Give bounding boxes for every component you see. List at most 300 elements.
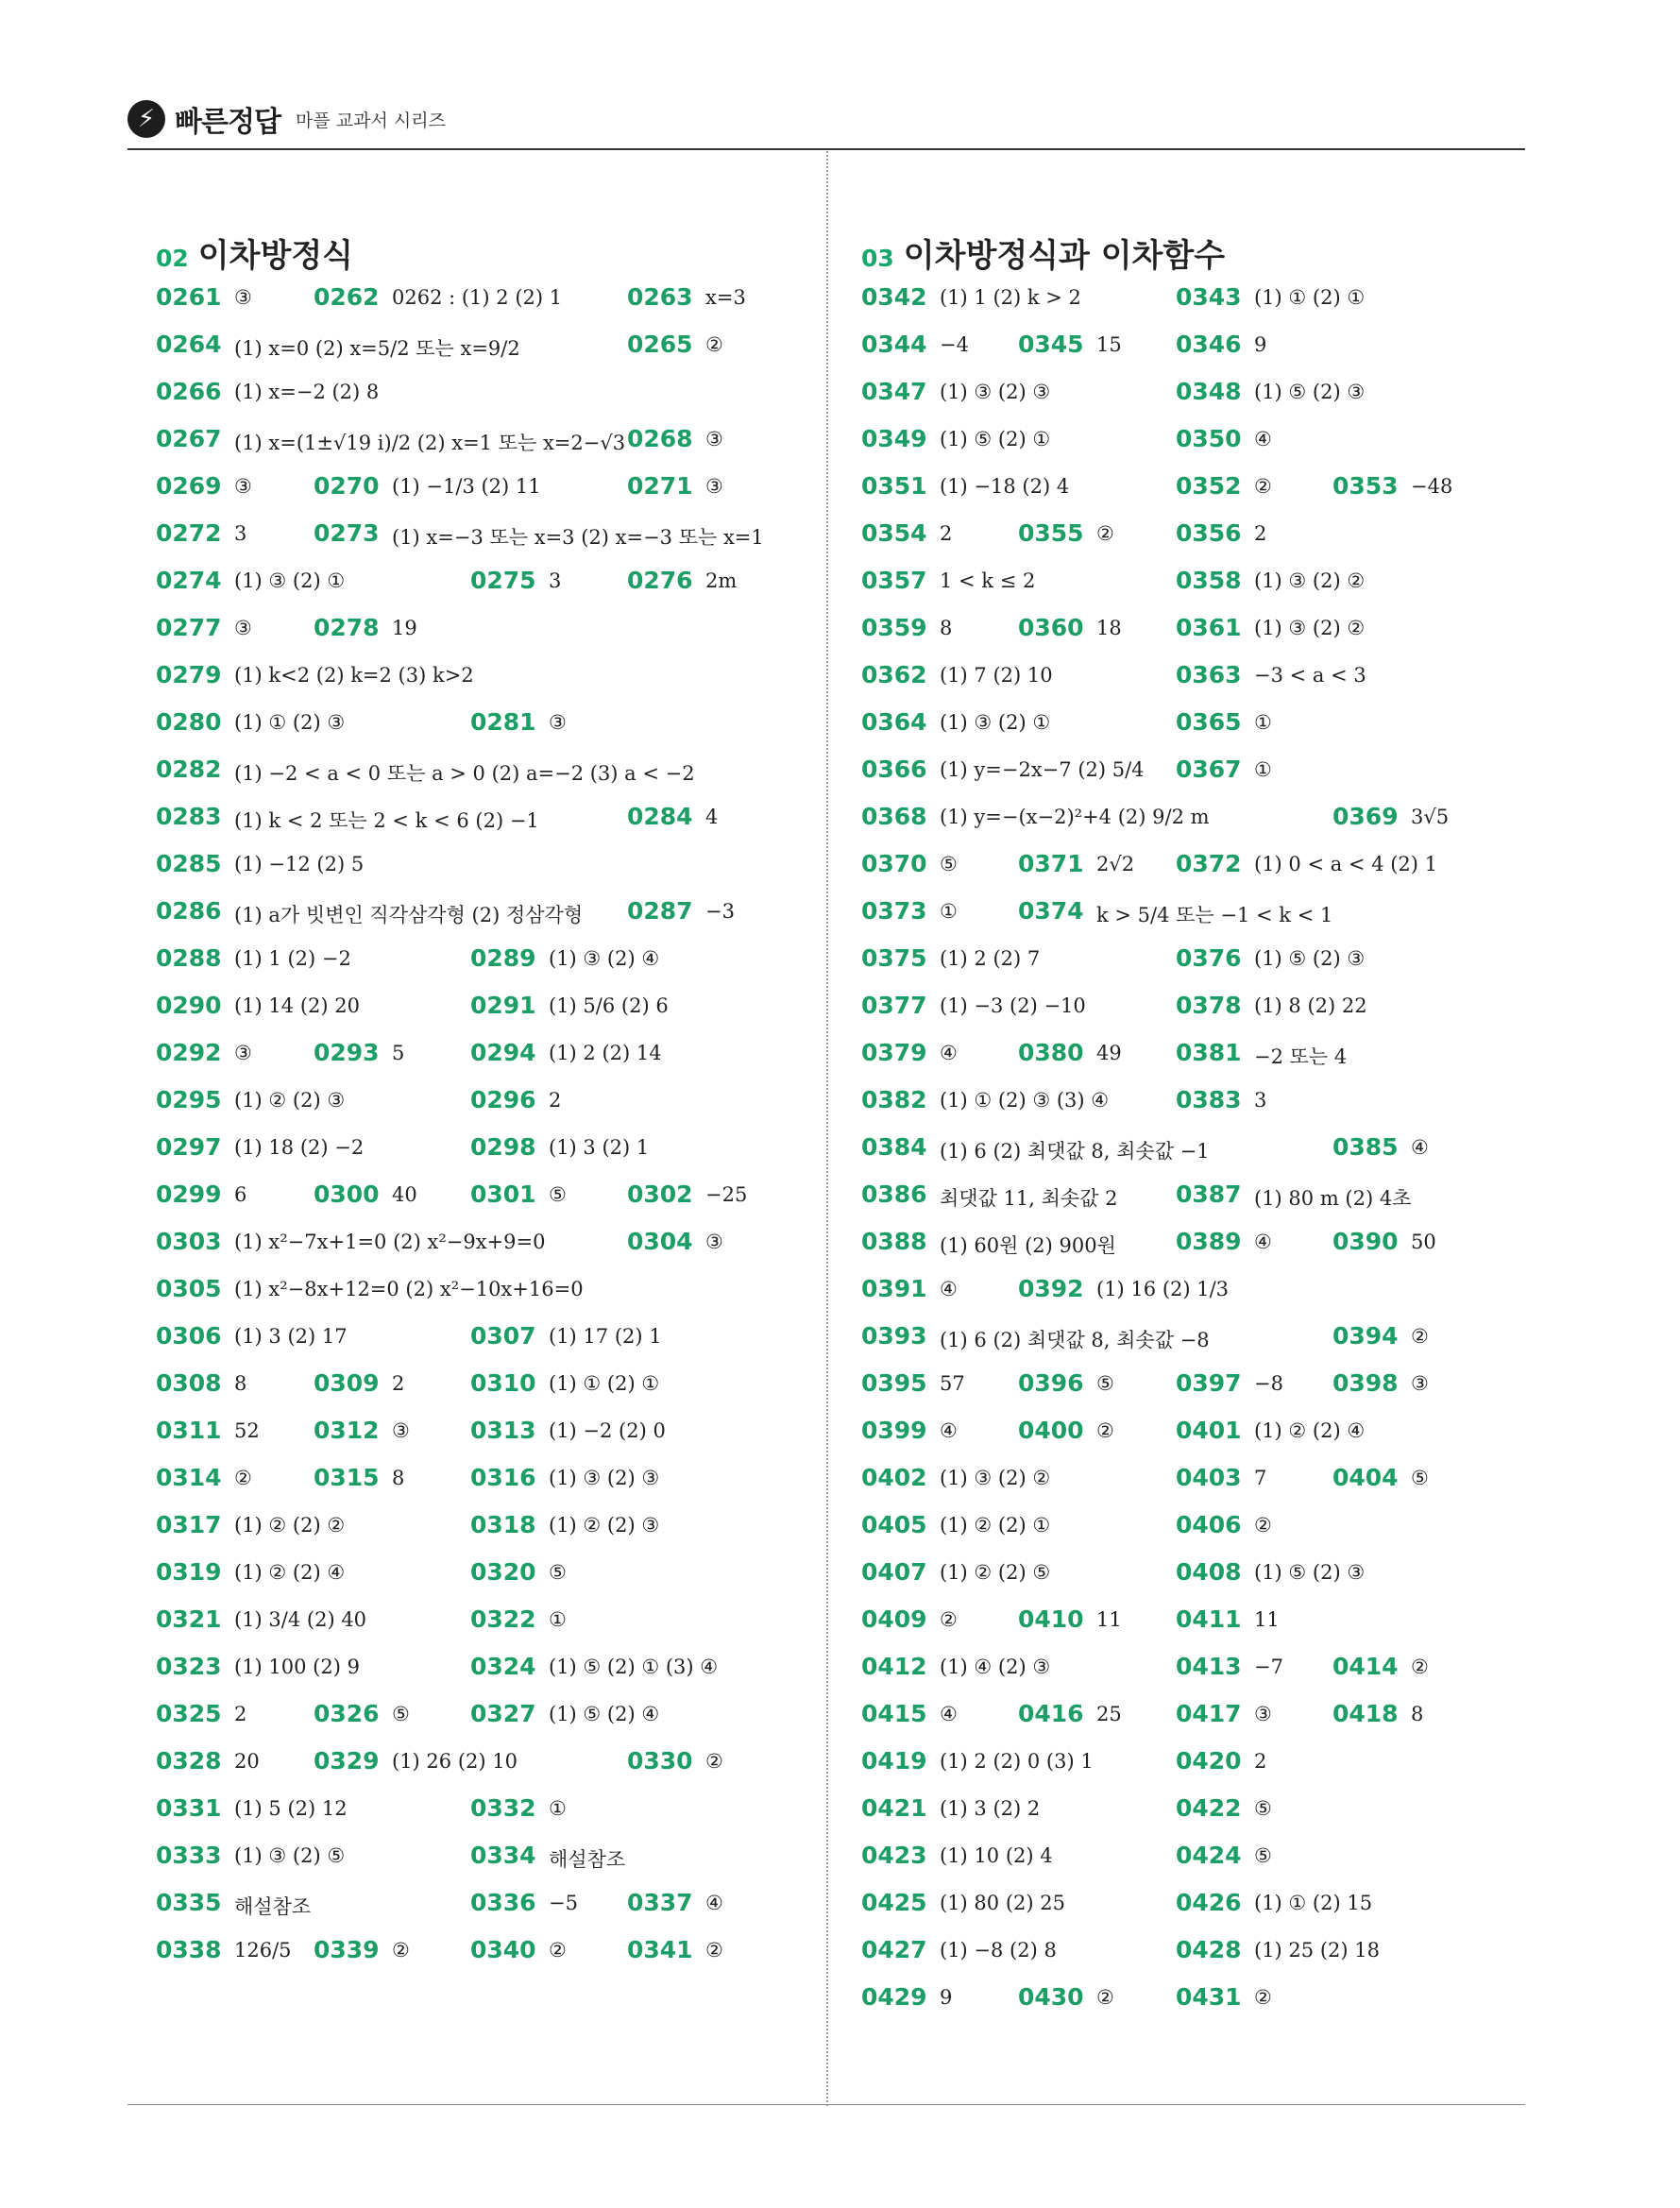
answer-text: ⑤ <box>549 1183 567 1206</box>
problem-number: 0331 <box>156 1794 222 1822</box>
problem-number: 0317 <box>156 1511 222 1538</box>
problem-number: 0292 <box>156 1039 222 1066</box>
problem-number: 0357 <box>861 567 927 594</box>
problem-number: 0380 <box>1018 1039 1084 1066</box>
problem-number: 0403 <box>1176 1464 1242 1491</box>
answer-text: (1) ⑤ (2) ① <box>940 428 1051 450</box>
answer-text: −2 또는 4 <box>1254 1045 1348 1068</box>
problem-number: 0337 <box>627 1889 693 1916</box>
answer-text: 0262 : (1) 2 (2) 1 <box>392 286 563 309</box>
answer-text: (1) ④ (2) ③ <box>940 1656 1051 1678</box>
section-heading-03 <box>861 229 1225 276</box>
answer-text: (1) 18 (2) −2 <box>234 1136 365 1159</box>
problem-number: 0430 <box>1018 1983 1084 2011</box>
problem-number: 0359 <box>861 614 927 641</box>
problem-number: 0351 <box>861 472 927 500</box>
problem-number: 0428 <box>1176 1936 1242 1963</box>
answer-text: 3√5 <box>1411 806 1450 828</box>
answer-text: (1) ③ (2) ⑤ <box>234 1844 346 1867</box>
answer-text: ③ <box>234 286 252 309</box>
answer-text: (1) ② (2) ② <box>234 1514 346 1537</box>
answer-text: −4 <box>940 333 969 356</box>
problem-number: 0321 <box>156 1605 222 1633</box>
answer-text: k > 5/4 또는 −1 < k < 1 <box>1096 904 1333 926</box>
problem-number: 0267 <box>156 425 222 452</box>
answer-text: 해설참조 <box>234 1895 312 1918</box>
answer-text: ③ <box>705 428 723 450</box>
problem-number: 0329 <box>314 1747 380 1775</box>
answer-text: −25 <box>705 1183 748 1206</box>
answer-text: (1) 17 (2) 1 <box>549 1325 662 1348</box>
answer-text: (1) ② (2) ① <box>940 1514 1051 1537</box>
problem-number: 0340 <box>470 1936 536 1963</box>
footer-rule <box>127 2104 1525 2105</box>
answer-text: (1) −1/3 (2) 11 <box>392 475 541 498</box>
problem-number: 0306 <box>156 1322 222 1350</box>
section-title: 이차방정식 <box>197 237 354 275</box>
answer-text: ③ <box>705 475 723 498</box>
problem-number: 0303 <box>156 1228 222 1255</box>
answer-text: ② <box>705 333 723 356</box>
answer-text: 8 <box>940 617 953 639</box>
answer-text: ⑤ <box>1254 1797 1272 1820</box>
answer-text: (1) 3 (2) 17 <box>234 1325 348 1348</box>
problem-number: 0355 <box>1018 519 1084 547</box>
answer-text: (1) −12 (2) 5 <box>234 853 365 875</box>
problem-number: 0275 <box>470 567 536 594</box>
problem-number: 0327 <box>470 1700 536 1727</box>
answer-text: (1) ⑤ (2) ③ <box>1254 1561 1366 1584</box>
problem-number: 0385 <box>1332 1133 1399 1161</box>
answer-text: ⑤ <box>1411 1467 1429 1489</box>
problem-number: 0332 <box>470 1794 536 1822</box>
answer-text: ⑤ <box>940 853 958 875</box>
problem-number: 0422 <box>1176 1794 1242 1822</box>
answer-text: (1) ⑤ (2) ③ <box>1254 947 1366 970</box>
problem-number: 0353 <box>1332 472 1399 500</box>
answer-text: (1) ② (2) ⑤ <box>940 1561 1051 1584</box>
answer-text: −48 <box>1411 475 1453 498</box>
answer-text: (1) ① (2) ① <box>549 1372 660 1395</box>
answer-text: 49 <box>1096 1042 1122 1064</box>
answer-text: ② <box>234 1467 252 1489</box>
answer-text: (1) 5/6 (2) 6 <box>549 994 669 1017</box>
answer-text: 5 <box>392 1042 405 1064</box>
answer-text: ⑤ <box>1254 1844 1272 1867</box>
answer-text: ② <box>1096 1986 1114 2009</box>
answer-text: (1) 0 < a < 4 (2) 1 <box>1254 853 1438 875</box>
answer-text: (1) 1 (2) k > 2 <box>940 286 1081 309</box>
answer-text: (1) k<2 (2) k=2 (3) k>2 <box>234 664 474 687</box>
answer-text: (1) 100 (2) 9 <box>234 1656 360 1678</box>
problem-number: 0288 <box>156 944 222 972</box>
problem-number: 0424 <box>1176 1842 1242 1869</box>
answer-text: 19 <box>392 617 417 639</box>
problem-number: 0354 <box>861 519 927 547</box>
answer-text: (1) ② (2) ④ <box>234 1561 346 1584</box>
problem-number: 0396 <box>1018 1369 1084 1397</box>
problem-number: 0268 <box>627 425 693 452</box>
answer-text: (1) ③ (2) ② <box>1254 617 1366 639</box>
answer-text: ⑤ <box>549 1561 567 1584</box>
answer-text: 11 <box>1096 1608 1122 1631</box>
answer-text: (1) x=0 (2) x=5/2 또는 x=9/2 <box>234 337 520 360</box>
answer-text: ⑤ <box>392 1703 410 1725</box>
problem-number: 0326 <box>314 1700 380 1727</box>
problem-number: 0426 <box>1176 1889 1242 1916</box>
answer-text: (1) 3 (2) 1 <box>549 1136 650 1159</box>
answer-text: (1) 25 (2) 18 <box>1254 1939 1380 1962</box>
section-title: 이차방정식과 이차함수 <box>903 237 1226 275</box>
problem-number: 0289 <box>470 944 536 972</box>
answer-text: 20 <box>234 1750 260 1773</box>
problem-number: 0382 <box>861 1086 927 1113</box>
problem-number: 0291 <box>470 992 536 1019</box>
problem-number: 0316 <box>470 1464 536 1491</box>
problem-number: 0423 <box>861 1842 927 1869</box>
answer-text: 126/5 <box>234 1939 292 1962</box>
problem-number: 0372 <box>1176 850 1242 877</box>
problem-number: 0402 <box>861 1464 927 1491</box>
answer-text: ③ <box>1254 1703 1272 1725</box>
problem-number: 0429 <box>861 1983 927 2011</box>
answer-text: (1) ③ (2) ④ <box>549 947 660 970</box>
answer-text: ③ <box>234 617 252 639</box>
answer-text: −3 <box>705 900 735 923</box>
problem-number: 0273 <box>314 519 380 547</box>
answer-text: (1) x=−2 (2) 8 <box>234 381 380 403</box>
problem-number: 0379 <box>861 1039 927 1066</box>
answer-text: ④ <box>940 1703 958 1725</box>
answer-text: 3 <box>1254 1089 1267 1112</box>
problem-number: 0287 <box>627 897 693 925</box>
problem-number: 0336 <box>470 1889 536 1916</box>
problem-number: 0390 <box>1332 1228 1399 1255</box>
answer-text: 1 < k ≤ 2 <box>940 569 1036 592</box>
answer-text: x=3 <box>705 286 746 309</box>
answer-text: (1) ② (2) ③ <box>234 1089 346 1112</box>
problem-number: 0408 <box>1176 1558 1242 1586</box>
problem-number: 0279 <box>156 661 222 688</box>
problem-number: 0387 <box>1176 1180 1242 1208</box>
problem-number: 0281 <box>470 708 536 736</box>
answer-text: (1) −2 (2) 0 <box>549 1419 666 1442</box>
answer-text: (1) 26 (2) 10 <box>392 1750 518 1773</box>
problem-number: 0416 <box>1018 1700 1084 1727</box>
answer-text: (1) 3/4 (2) 40 <box>234 1608 367 1631</box>
problem-number: 0352 <box>1176 472 1242 500</box>
problem-number: 0392 <box>1018 1275 1084 1302</box>
answer-text: (1) x=(1±√19 i)/2 (2) x=1 또는 x=2−√3 <box>234 432 626 454</box>
problem-number: 0364 <box>861 708 927 736</box>
answer-text: 최댓값 11, 최솟값 2 <box>940 1187 1118 1210</box>
problem-number: 0334 <box>470 1842 536 1869</box>
answer-text: (1) x²−7x+1=0 (2) x²−9x+9=0 <box>234 1231 546 1253</box>
answer-text: 2 <box>1254 522 1267 545</box>
problem-number: 0415 <box>861 1700 927 1727</box>
problem-number: 0265 <box>627 331 693 358</box>
problem-number: 0425 <box>861 1889 927 1916</box>
problem-number: 0427 <box>861 1936 927 1963</box>
problem-number: 0283 <box>156 803 222 830</box>
problem-number: 0405 <box>861 1511 927 1538</box>
answer-text: (1) 14 (2) 20 <box>234 994 360 1017</box>
answer-text: −8 <box>1254 1372 1283 1395</box>
problem-number: 0393 <box>861 1322 927 1350</box>
answer-text: (1) 10 (2) 4 <box>940 1844 1053 1867</box>
answer-text: (1) y=−(x−2)²+4 (2) 9/2 m <box>940 806 1210 828</box>
problem-number: 0277 <box>156 614 222 641</box>
problem-number: 0397 <box>1176 1369 1242 1397</box>
problem-number: 0407 <box>861 1558 927 1586</box>
answer-text: 4 <box>705 806 719 828</box>
problem-number: 0295 <box>156 1086 222 1113</box>
problem-number: 0371 <box>1018 850 1084 877</box>
answer-text: (1) ⑤ (2) ③ <box>1254 381 1366 403</box>
problem-number: 0384 <box>861 1133 927 1161</box>
problem-number: 0365 <box>1176 708 1242 736</box>
problem-number: 0304 <box>627 1228 693 1255</box>
answer-text: 2 <box>392 1372 405 1395</box>
problem-number: 0271 <box>627 472 693 500</box>
answer-text: (1) k < 2 또는 2 < k < 6 (2) −1 <box>234 809 539 832</box>
answer-text: 2 <box>1254 1750 1267 1773</box>
answer-text: (1) 5 (2) 12 <box>234 1797 348 1820</box>
problem-number: 0310 <box>470 1369 536 1397</box>
problem-number: 0349 <box>861 425 927 452</box>
problem-number: 0346 <box>1176 331 1242 358</box>
answer-text: (1) ⑤ (2) ① (3) ④ <box>549 1656 719 1678</box>
answer-text: (1) 60원 (2) 900원 <box>940 1234 1116 1257</box>
problem-number: 0343 <box>1176 283 1242 311</box>
problem-number: 0274 <box>156 567 222 594</box>
answer-text: 3 <box>234 522 247 545</box>
answer-text: 52 <box>234 1419 260 1442</box>
problem-number: 0369 <box>1332 803 1399 830</box>
answer-text: ① <box>940 900 958 923</box>
answer-text: (1) 16 (2) 1/3 <box>1096 1278 1230 1300</box>
answer-text: ② <box>705 1939 723 1962</box>
answer-text: (1) 80 m (2) 4초 <box>1254 1187 1412 1210</box>
answer-text: (1) −3 (2) −10 <box>940 994 1086 1017</box>
column-divider <box>826 151 828 2106</box>
answer-text: ③ <box>234 475 252 498</box>
answer-text: ② <box>392 1939 410 1962</box>
problem-number: 0299 <box>156 1180 222 1208</box>
problem-number: 0301 <box>470 1180 536 1208</box>
answer-text: ④ <box>940 1042 958 1064</box>
problem-number: 0262 <box>314 283 380 311</box>
problem-number: 0383 <box>1176 1086 1242 1113</box>
problem-number: 0398 <box>1332 1369 1399 1397</box>
problem-number: 0261 <box>156 283 222 311</box>
problem-number: 0386 <box>861 1180 927 1208</box>
problem-number: 0286 <box>156 897 222 925</box>
problem-number: 0318 <box>470 1511 536 1538</box>
problem-number: 0322 <box>470 1605 536 1633</box>
series-label: 마플 교과서 시리즈 <box>296 110 446 131</box>
answer-text: 2√2 <box>1096 853 1135 875</box>
problem-number: 0300 <box>314 1180 380 1208</box>
answer-text: 6 <box>234 1183 247 1206</box>
answer-text: 8 <box>234 1372 247 1395</box>
problem-number: 0356 <box>1176 519 1242 547</box>
answer-text: (1) ⑤ (2) ④ <box>549 1703 660 1725</box>
problem-number: 0368 <box>861 803 927 830</box>
problem-number: 0314 <box>156 1464 222 1491</box>
problem-number: 0358 <box>1176 567 1242 594</box>
page-header <box>127 94 1525 147</box>
problem-number: 0298 <box>470 1133 536 1161</box>
problem-number: 0431 <box>1176 1983 1242 2011</box>
problem-number: 0294 <box>470 1039 536 1066</box>
problem-number: 0263 <box>627 283 693 311</box>
answer-text: 9 <box>1254 333 1267 356</box>
problem-number: 0347 <box>861 378 927 405</box>
problem-number: 0320 <box>470 1558 536 1586</box>
problem-number: 0264 <box>156 331 222 358</box>
problem-number: 0284 <box>627 803 693 830</box>
problem-number: 0313 <box>470 1417 536 1444</box>
lightning-bolt-icon: ⚡ <box>127 100 165 138</box>
answer-text: 40 <box>392 1183 417 1206</box>
problem-number: 0360 <box>1018 614 1084 641</box>
header-rule <box>127 148 1525 150</box>
answer-text: 2 <box>549 1089 562 1112</box>
problem-number: 0401 <box>1176 1417 1242 1444</box>
answer-text: (1) −2 < a < 0 또는 a > 0 (2) a=−2 (3) a < −2 <box>234 762 695 785</box>
answer-text: (1) x²−8x+12=0 (2) x²−10x+16=0 <box>234 1278 584 1300</box>
problem-number: 0342 <box>861 283 927 311</box>
problem-number: 0363 <box>1176 661 1242 688</box>
answer-text: ② <box>705 1750 723 1773</box>
answer-text: 해설참조 <box>549 1848 626 1871</box>
answer-text: ③ <box>1411 1372 1429 1395</box>
problem-number: 0414 <box>1332 1653 1399 1680</box>
problem-number: 0307 <box>470 1322 536 1350</box>
problem-number: 0378 <box>1176 992 1242 1019</box>
problem-number: 0410 <box>1018 1605 1084 1633</box>
answer-text: (1) ② (2) ③ <box>549 1514 660 1537</box>
answer-text: (1) 7 (2) 10 <box>940 664 1053 687</box>
answer-text: (1) a가 빗변인 직각삼각형 (2) 정삼각형 <box>234 904 584 926</box>
answer-text: (1) −18 (2) 4 <box>940 475 1070 498</box>
problem-number: 0272 <box>156 519 222 547</box>
answer-text: (1) ③ (2) ② <box>1254 569 1366 592</box>
answer-text: (1) ① (2) ① <box>1254 286 1366 309</box>
answer-text: (1) ① (2) ③ (3) ④ <box>940 1089 1110 1112</box>
answer-text: ② <box>549 1939 567 1962</box>
problem-number: 0276 <box>627 567 693 594</box>
problem-number: 0269 <box>156 472 222 500</box>
problem-number: 0395 <box>861 1369 927 1397</box>
answer-text: ④ <box>940 1419 958 1442</box>
section-number: 03 <box>861 245 894 272</box>
answer-text: (1) 80 (2) 25 <box>940 1892 1065 1914</box>
problem-number: 0293 <box>314 1039 380 1066</box>
answer-text: 57 <box>940 1372 965 1395</box>
answer-text: (1) 3 (2) 2 <box>940 1797 1041 1820</box>
problem-number: 0308 <box>156 1369 222 1397</box>
answer-text: 11 <box>1254 1608 1280 1631</box>
problem-number: 0344 <box>861 331 927 358</box>
problem-number: 0350 <box>1176 425 1242 452</box>
answer-text: (1) 6 (2) 최댓값 8, 최솟값 −8 <box>940 1329 1210 1351</box>
answer-text: (1) ① (2) 15 <box>1254 1892 1373 1914</box>
answer-text: 8 <box>392 1467 405 1489</box>
problem-number: 0420 <box>1176 1747 1242 1775</box>
problem-number: 0361 <box>1176 614 1242 641</box>
problem-number: 0290 <box>156 992 222 1019</box>
answer-text: −3 < a < 3 <box>1254 664 1366 687</box>
problem-number: 0330 <box>627 1747 693 1775</box>
problem-number: 0412 <box>861 1653 927 1680</box>
answer-text: (1) 8 (2) 22 <box>1254 994 1367 1017</box>
problem-number: 0278 <box>314 614 380 641</box>
answer-text: 2 <box>234 1703 247 1725</box>
answer-text: 9 <box>940 1986 953 2009</box>
problem-number: 0312 <box>314 1417 380 1444</box>
problem-number: 0297 <box>156 1133 222 1161</box>
answer-text: −5 <box>549 1892 578 1914</box>
problem-number: 0348 <box>1176 378 1242 405</box>
brand-title: 빠른정답 <box>175 106 280 139</box>
section-number: 02 <box>156 245 189 272</box>
answer-text: (1) ③ (2) ③ <box>940 381 1051 403</box>
problem-number: 0333 <box>156 1842 222 1869</box>
answer-text: ② <box>1254 1986 1272 2009</box>
answer-text: (1) 2 (2) 7 <box>940 947 1041 970</box>
answer-text: ③ <box>392 1419 410 1442</box>
problem-number: 0376 <box>1176 944 1242 972</box>
problem-number: 0282 <box>156 756 222 783</box>
section-heading-02 <box>156 229 353 276</box>
answer-text: (1) ③ (2) ① <box>940 711 1051 734</box>
problem-number: 0309 <box>314 1369 380 1397</box>
problem-number: 0373 <box>861 897 927 925</box>
answer-text: ② <box>1254 475 1272 498</box>
answer-text: ③ <box>705 1231 723 1253</box>
answer-text: (1) 2 (2) 0 (3) 1 <box>940 1750 1094 1773</box>
problem-number: 0411 <box>1176 1605 1242 1633</box>
answer-text: (1) −8 (2) 8 <box>940 1939 1057 1962</box>
problem-number: 0280 <box>156 708 222 736</box>
problem-number: 0375 <box>861 944 927 972</box>
answer-text: 50 <box>1411 1231 1436 1253</box>
problem-number: 0338 <box>156 1936 222 1963</box>
answer-text: (1) 6 (2) 최댓값 8, 최솟값 −1 <box>940 1140 1210 1163</box>
problem-number: 0421 <box>861 1794 927 1822</box>
problem-number: 0417 <box>1176 1700 1242 1727</box>
answer-text: (1) x=−3 또는 x=3 (2) x=−3 또는 x=1 <box>392 526 764 549</box>
problem-number: 0315 <box>314 1464 380 1491</box>
answer-text: ④ <box>940 1278 958 1300</box>
answer-text: ④ <box>705 1892 723 1914</box>
answer-text: ④ <box>1254 1231 1272 1253</box>
answer-text: (1) ① (2) ③ <box>234 711 346 734</box>
problem-number: 0409 <box>861 1605 927 1633</box>
answer-text: 2 <box>940 522 953 545</box>
answer-text: ① <box>1254 758 1272 781</box>
answer-text: −7 <box>1254 1656 1283 1678</box>
problem-number: 0391 <box>861 1275 927 1302</box>
problem-number: 0325 <box>156 1700 222 1727</box>
problem-number: 0328 <box>156 1747 222 1775</box>
problem-number: 0404 <box>1332 1464 1399 1491</box>
problem-number: 0324 <box>470 1653 536 1680</box>
answer-text: ④ <box>1411 1136 1429 1159</box>
problem-number: 0374 <box>1018 897 1084 925</box>
